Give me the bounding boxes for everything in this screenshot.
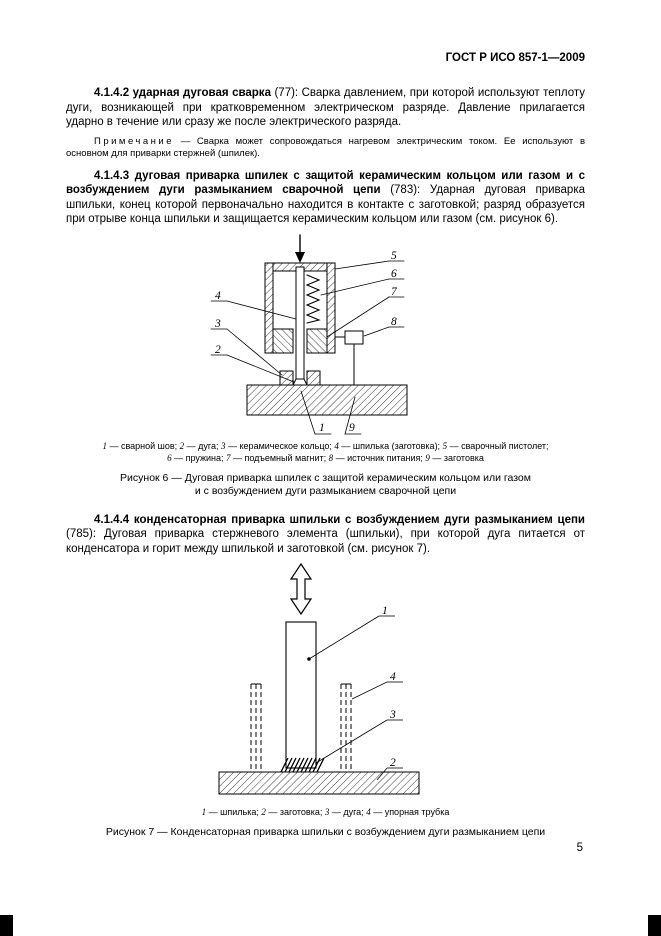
legend-number: 1 bbox=[201, 807, 207, 817]
figure6-legend bbox=[66, 440, 585, 464]
legend-text: — дуга; bbox=[329, 807, 367, 817]
note-dash: — bbox=[174, 135, 197, 147]
power-source bbox=[335, 331, 363, 385]
figure6-drawing bbox=[171, 233, 481, 438]
stud bbox=[286, 622, 316, 768]
section-number-term: 4.1.4.2 ударная дуговая сварка bbox=[94, 87, 271, 99]
figure6-callout-9: 9 bbox=[348, 421, 355, 434]
document-header: ГОСТ Р ИСО 857-1—2009 bbox=[445, 52, 585, 64]
section-ref: (785): bbox=[66, 528, 104, 540]
figure7-leader-lines bbox=[307, 616, 403, 780]
legend-text: — заготовка bbox=[429, 452, 484, 463]
figure6-callout-1: 1 bbox=[318, 421, 325, 434]
figure6-callout-6: 6 bbox=[390, 267, 397, 280]
stud-rod bbox=[296, 267, 304, 385]
legend-number: 7 bbox=[226, 452, 231, 463]
legend-text: — дуга; bbox=[184, 440, 222, 451]
legend-number: 3 bbox=[221, 440, 226, 451]
legend-text: — пружина; bbox=[171, 452, 226, 463]
figure7-legend bbox=[66, 806, 585, 818]
paragraph-4143 bbox=[66, 169, 585, 227]
note-label: Примечание bbox=[94, 135, 174, 147]
figure6-callout-5: 5 bbox=[390, 249, 397, 262]
legend-number: 3 bbox=[324, 807, 330, 817]
figure6-caption-line2: и с возбуждением дуги размыканием сварочной цепи bbox=[194, 485, 457, 497]
section-body: Сварка давлением, при которой используют теплоту дуги, возникающей при кратковременном электрическом разряде. Давление прилагается ударно в течение или сразу же после электрического разряда. bbox=[66, 87, 585, 128]
legend-text: — подъемный магнит; bbox=[230, 452, 329, 463]
figure7-callout-numbers bbox=[382, 605, 396, 769]
legend-number: 2 bbox=[261, 807, 266, 817]
figure6-callout-7: 7 bbox=[390, 285, 397, 298]
weld-seam bbox=[293, 379, 307, 385]
figure6-callout-3: 3 bbox=[214, 317, 221, 330]
section-body: Дуговая приварка стержневого элемента (шпильки), при которой дуга питается от конденсатора и горит между шпилькой и заготовкой (см. рисунок 7). bbox=[66, 528, 585, 555]
workpiece bbox=[247, 385, 407, 415]
paragraph-4144 bbox=[66, 513, 585, 557]
press-arrow-icon bbox=[295, 235, 305, 263]
figure7-callout-4: 4 bbox=[389, 671, 396, 683]
figure7-caption-line: Рисунок 7 — Конденсаторная приварка шпильки с возбуждением дуги размыканием цепи bbox=[105, 826, 546, 838]
figure7-callout-3: 3 bbox=[389, 709, 396, 721]
figure7-drawing bbox=[161, 562, 491, 804]
scan-mark-bottom-left bbox=[0, 915, 13, 936]
lifting-magnet bbox=[307, 329, 327, 353]
section-number-term: 4.1.4.4 конденсаторная приварка шпильки с возбуждением дуги размыканием цепи bbox=[94, 513, 585, 526]
legend-number: 6 bbox=[167, 452, 172, 463]
figure6-callout-2: 2 bbox=[214, 343, 221, 356]
motion-arrow-icon bbox=[291, 564, 311, 614]
legend-text: — шпилька; bbox=[206, 807, 262, 817]
section-body: Ударная дуговая приварка шпильки, конец которой первоначально находится в контакте с заготовкой; разряд образуется при отрыве конца шпильки и защищается керамическим кольцом или газом (см. рисунок 6). bbox=[66, 184, 585, 225]
scan-mark-bottom-right bbox=[648, 915, 661, 936]
legend-text: — упорная трубка bbox=[370, 807, 450, 817]
legend-text: — источник питания; bbox=[333, 452, 426, 463]
figure6-legend-line1 bbox=[66, 440, 585, 452]
figure6-legend-line2 bbox=[66, 452, 585, 464]
figure6-callout-8: 8 bbox=[390, 315, 397, 328]
section-ref: (77): bbox=[270, 87, 302, 99]
legend-number: 4 bbox=[366, 807, 371, 817]
legend-number: 9 bbox=[425, 452, 430, 463]
legend-number: 2 bbox=[179, 440, 185, 451]
legend-number: 1 bbox=[102, 440, 107, 451]
note-body: Сварка может сопровождаться нагревом электрическим током. Ее используют в основном для приварки стержней (шпилек). bbox=[66, 135, 586, 159]
legend-number: 8 bbox=[328, 452, 334, 463]
chuck-block bbox=[273, 329, 293, 353]
figure6-caption-line1: Рисунок 6 — Дуговая приварка шпилек с защитой керамическим кольцом или газом bbox=[120, 471, 531, 484]
figure7-legend-line bbox=[66, 806, 585, 818]
legend-text: — заготовка; bbox=[265, 807, 325, 817]
legend-text: — сварной шов; bbox=[106, 440, 180, 451]
figure7-caption bbox=[66, 826, 585, 840]
figure7-callout-1: 1 bbox=[381, 605, 388, 617]
figure6 bbox=[66, 233, 585, 438]
workpiece-plate bbox=[219, 772, 419, 794]
legend-text: — сварочный пистолет; bbox=[447, 440, 549, 451]
spring bbox=[307, 275, 319, 323]
legend-text: — керамическое кольцо; bbox=[225, 440, 335, 451]
section-number-term: 4.1.4.3 дуговая приварка шпилек с защитой керамическим кольцом или газом и с возбуждением дуги размыканием сварочной цепи bbox=[66, 169, 585, 196]
legend-text: — шпилька (заготовка); bbox=[338, 440, 443, 451]
note-paragraph bbox=[66, 136, 585, 161]
legend-number: 5 bbox=[442, 440, 448, 451]
figure6-caption bbox=[66, 472, 585, 499]
figure7 bbox=[66, 562, 585, 804]
page-number: 5 bbox=[576, 842, 583, 854]
figure6-callout-4: 4 bbox=[214, 289, 221, 302]
figure7-callout-2: 2 bbox=[389, 757, 396, 769]
legend-number: 4 bbox=[334, 440, 339, 451]
section-ref: (783): bbox=[380, 184, 430, 196]
paragraph-4142 bbox=[66, 86, 585, 130]
